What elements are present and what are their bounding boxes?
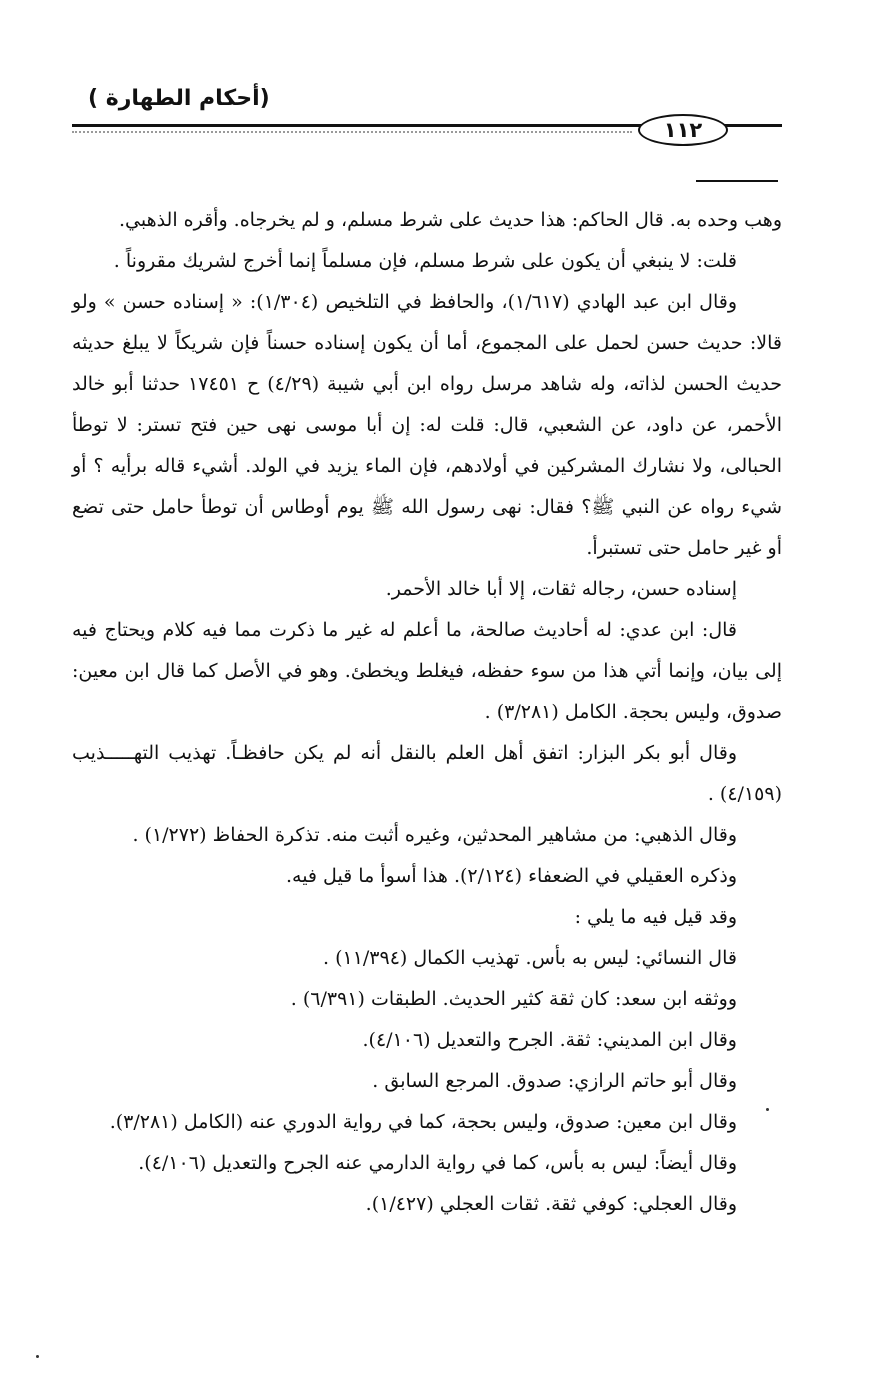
- page-number: ١١٢: [638, 114, 728, 146]
- header-dotted-line: [72, 131, 632, 133]
- paragraph: وذكره العقيلي في الضعفاء (٢/١٢٤). هذا أسوأ ما قيل فيه.: [285, 865, 737, 887]
- paragraph: ووثقه ابن سعد: كان ثقة كثير الحديث. الطبقات (٦/٣٩١) .: [290, 988, 737, 1010]
- scan-speck: [36, 1355, 39, 1358]
- paragraph: وقال الذهبي: من مشاهير المحدثين، وغيره أثبت منه. تذكرة الحفاظ (١/٢٧٢) .: [132, 824, 737, 846]
- scan-speck: [766, 1108, 769, 1111]
- paragraph: وقال أيضاً: ليس به بأس، كما في رواية الدارمي عنه الجرح والتعديل (٤/١٠٦).: [138, 1152, 737, 1174]
- paragraph: وقال ابن المديني: ثقة. الجرح والتعديل (٤/١٠٦).: [362, 1029, 737, 1051]
- footnote-text: [72, 200, 782, 1225]
- paragraph: قلت: لا ينبغي أن يكون على شرط مسلم، فإن مسلماً إنما أخرج لشريك مقروناً .: [113, 250, 737, 272]
- paragraph: وقال العجلي: كوفي ثقة. ثقات العجلي (١/٤٢٧).: [365, 1193, 737, 1215]
- book-title: (أحكام الطهارة ): [88, 86, 270, 111]
- paragraph: وقال أبو بكر البزار: اتفق أهل العلم بالنقل أنه لم يكن حافظـاً. تهذيب التهـــــذيب (٤/١٥٩) .: [72, 742, 782, 805]
- paragraph: وقد قيل فيه ما يلي :: [574, 906, 737, 928]
- paragraph: قال النسائي: ليس به بأس. تهذيب الكمال (١١/٣٩٤) .: [322, 947, 737, 969]
- paragraph: إسناده حسن، رجاله ثقات، إلا أبا خالد الأحمر.: [385, 578, 737, 600]
- paragraph: وهب وحده به. قال الحاكم: هذا حديث على شرط مسلم، و لم يخرجاه. وأقره الذهبي.: [118, 209, 782, 231]
- paragraph: قال: ابن عدي: له أحاديث صالحة، ما أعلم له غير ما ذكرت مما فيه كلام ويحتاج فيه إلى بيان، وإنما أتي هذا من سوء حفظه، فيغلط ويخطئ. وهو في الأصل كما قال ابن معين: صدوق، وليس بحجة. الكامل (٣/٢٨١) .: [72, 619, 782, 723]
- paragraph: وقال ابن عبد الهادي (١/٦١٧)، والحافظ في التلخيص (١/٣٠٤): « إسناده حسن » ولو قالا: حديث حسن لحمل على المجموع، أما أن يكون إسناده حسناً فإن شريكاً لا يبلغ حديثه حديث الحسن لذاته، وله شاهد مرسل رواه ابن أبي شيبة (٤/٢٩) ح ١٧٤٥١ حدثنا أبو خالد الأحمر، عن داود، عن الشعبي، قال: قلت له: إن أبا موسى نهى حين فتح تستر: لا توطأ الحبالى، ولا نشارك المشركين في أولادهم، فإن الماء يزيد في الولد. أشيء قاله برأيه ؟ أو شيء رواه عن النبي ﷺ؟ فقال: نهى رسول الله ﷺ يوم أوطاس أن توطأ حامل حتى تضع أو غير حامل حتى تستبرأ.: [72, 291, 783, 559]
- paragraph: وقال أبو حاتم الرازي: صدوق. المرجع السابق .: [372, 1070, 737, 1092]
- paragraph: وقال ابن معين: صدوق، وليس بحجة، كما في رواية الدوري عنه (الكامل (٣/٢٨١).: [109, 1111, 737, 1133]
- footnote-separator: [696, 180, 778, 182]
